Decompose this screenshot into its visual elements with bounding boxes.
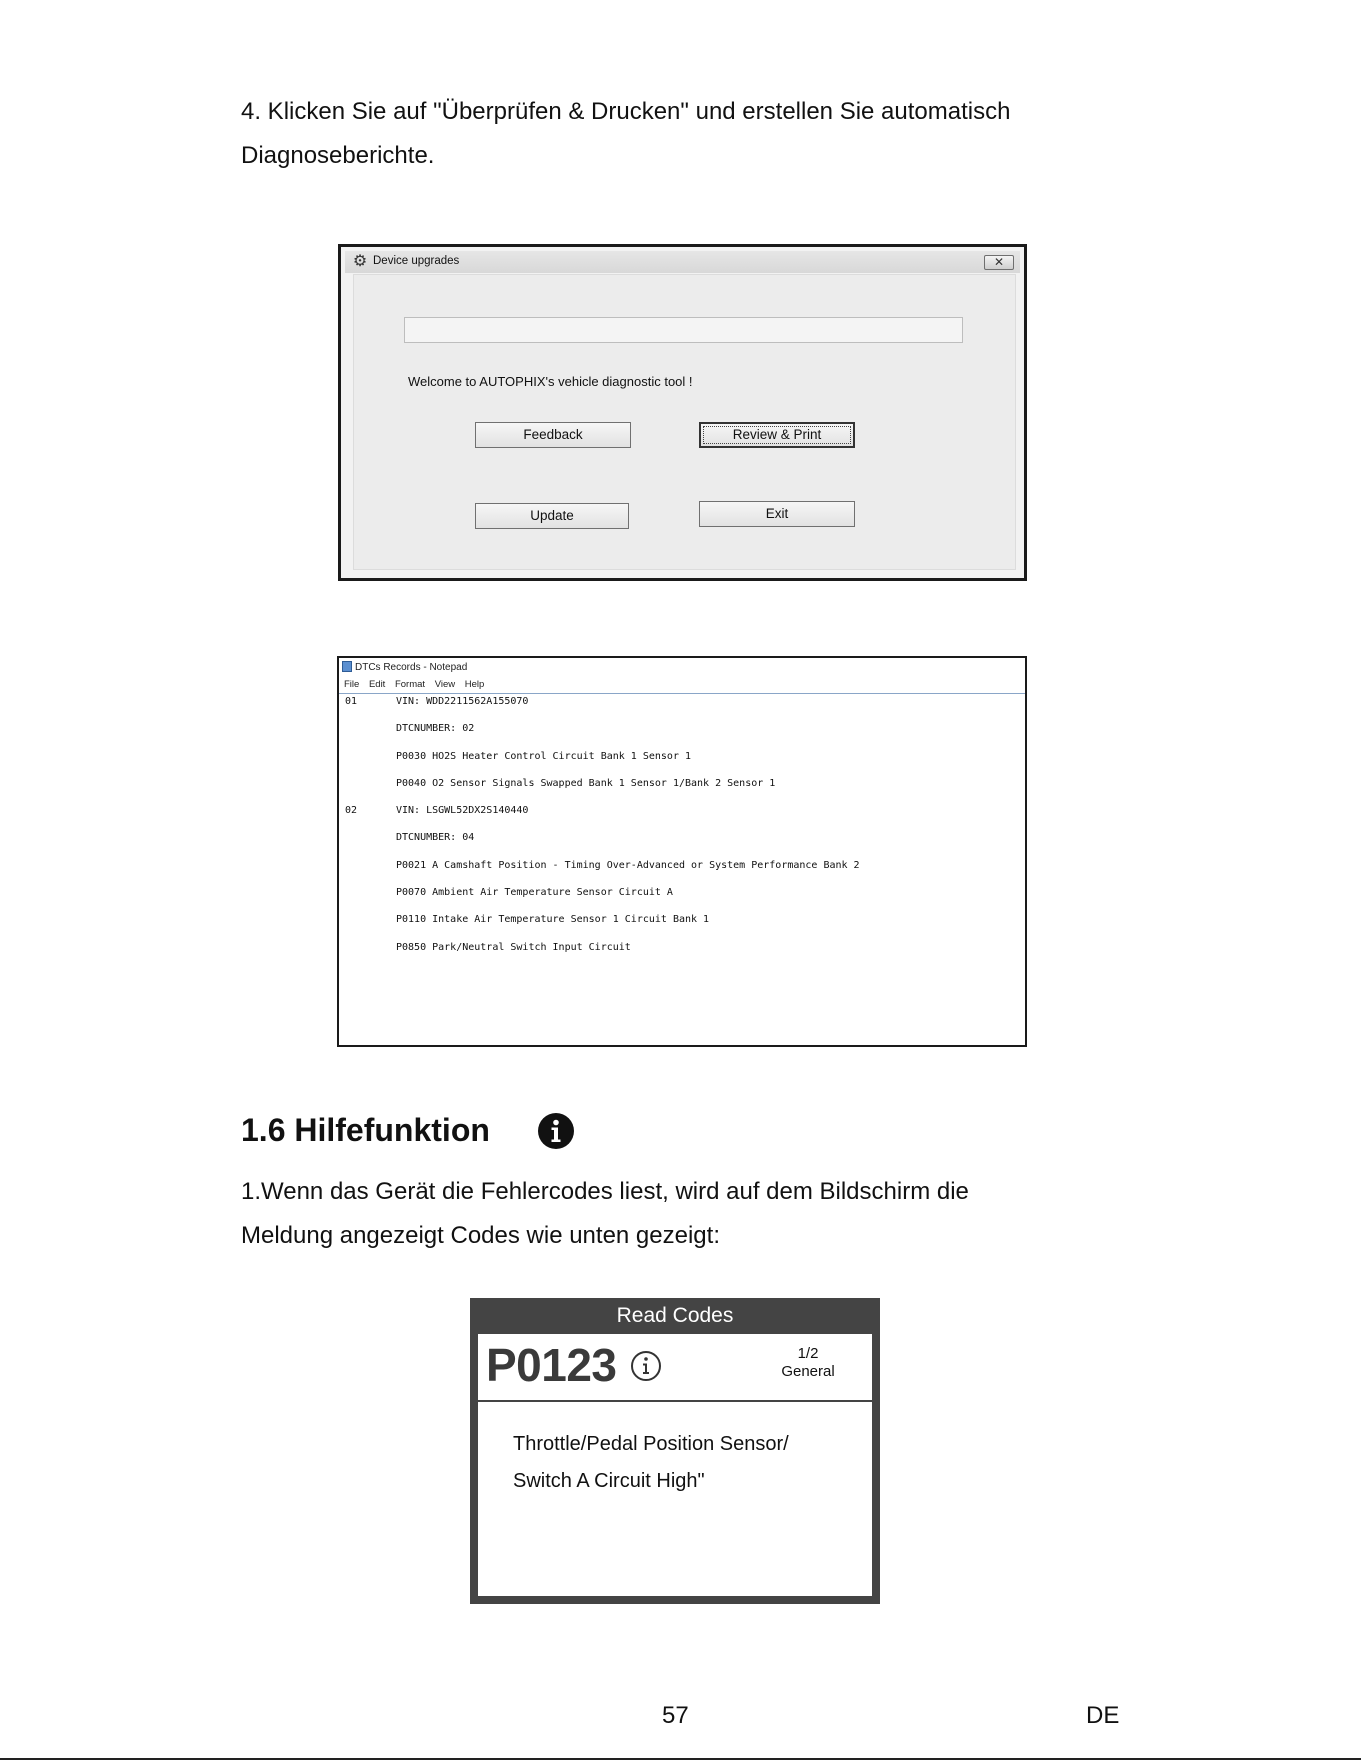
record-line xyxy=(345,696,1021,723)
device-upgrades-dialog xyxy=(338,244,1027,581)
notepad-icon xyxy=(342,661,352,672)
section-heading: 1.6 Hilfefunktion xyxy=(241,1112,490,1148)
menu-edit[interactable]: Edit xyxy=(368,679,386,690)
record-text: P0030 HO2S Heater Control Circuit Bank 1 Sensor 1 xyxy=(396,750,692,762)
update-button[interactable]: Update xyxy=(475,503,629,529)
record-line xyxy=(345,860,1021,887)
record-line xyxy=(345,751,1021,778)
help-line-1: 1.Wenn das Gerät die Fehlercodes liest, wird auf dem Bildschirm die xyxy=(241,1178,969,1205)
read-codes-panel xyxy=(478,1334,872,1596)
record-line xyxy=(345,805,1021,832)
read-codes-title: Read Codes xyxy=(616,1304,734,1327)
panel-divider xyxy=(478,1400,872,1402)
dialog-body xyxy=(353,274,1016,570)
record-line xyxy=(345,942,1021,969)
dialog-titlebar xyxy=(345,251,1020,273)
record-text: P0850 Park/Neutral Switch Input Circuit xyxy=(396,941,631,953)
code-description-line-2: Switch A Circuit High" xyxy=(513,1470,705,1492)
notepad-menubar xyxy=(344,679,491,690)
record-line xyxy=(345,914,1021,941)
progress-bar xyxy=(404,317,963,343)
record-text: P0070 Ambient Air Temperature Sensor Circuit A xyxy=(396,887,673,899)
record-text: VIN: LSGWL52DX2S140440 xyxy=(396,805,529,817)
record-line xyxy=(345,832,1021,859)
code-category: General xyxy=(781,1363,835,1380)
menu-format[interactable]: Format xyxy=(394,679,426,690)
record-number: 02 xyxy=(345,805,358,817)
bottom-rule xyxy=(0,1758,1361,1760)
dialog-title: Device upgrades xyxy=(373,255,460,267)
record-text: DTCNUMBER: 02 xyxy=(396,723,475,735)
review-print-button[interactable] xyxy=(699,422,855,448)
record-text: P0021 A Camshaft Position - Timing Over-Advanced or System Performance Bank 2 xyxy=(396,859,860,871)
record-line xyxy=(345,887,1021,914)
help-instruction xyxy=(241,1170,1141,1258)
help-line-2: Meldung angezeigt Codes wie unten gezeigt: xyxy=(241,1222,720,1249)
menu-view[interactable]: View xyxy=(434,679,456,690)
record-line xyxy=(345,778,1021,805)
language-code: DE xyxy=(1086,1702,1120,1729)
record-number: 01 xyxy=(345,696,358,707)
info-icon[interactable] xyxy=(630,1350,662,1382)
gear-icon: ⚙ xyxy=(352,253,368,270)
welcome-message: Welcome to AUTOPHIX's vehicle diagnostic tool ! xyxy=(408,374,693,389)
step-4-line-2: Diagnoseberichte. xyxy=(241,142,435,169)
read-codes-screen xyxy=(470,1298,880,1604)
record-text: DTCNUMBER: 04 xyxy=(396,832,475,844)
record-text: VIN: WDD2211562A155070 xyxy=(396,696,529,707)
notepad-titlebar xyxy=(342,661,467,675)
exit-button[interactable]: Exit xyxy=(699,501,855,527)
notepad-window xyxy=(337,656,1027,1047)
menu-file[interactable]: File xyxy=(344,679,360,690)
record-text: P0040 O2 Sensor Signals Swapped Bank 1 Sensor 1/Bank 2 Sensor 1 xyxy=(396,777,776,789)
step-4-line-1: 4. Klicken Sie auf "Überprüfen & Drucken" und erstellen Sie automatisch xyxy=(241,98,1011,125)
step-4-instruction xyxy=(241,90,1141,178)
notepad-text-area[interactable] xyxy=(345,696,1021,969)
menu-help[interactable]: Help xyxy=(464,679,485,690)
dtc-code: P0123 xyxy=(486,1339,617,1391)
code-description-line-1: Throttle/Pedal Position Sensor/ xyxy=(513,1433,789,1455)
feedback-button[interactable]: Feedback xyxy=(475,422,631,448)
menubar-divider xyxy=(339,693,1025,694)
page-number: 57 xyxy=(662,1702,689,1729)
review-print-label: Review & Print xyxy=(703,426,851,444)
record-text: P0110 Intake Air Temperature Sensor 1 Circuit Bank 1 xyxy=(396,914,710,926)
page-indicator: 1/2 xyxy=(797,1345,819,1362)
info-icon xyxy=(538,1113,574,1149)
record-line xyxy=(345,723,1021,750)
notepad-title: DTCs Records - Notepad xyxy=(355,662,468,673)
close-button[interactable]: ✕ xyxy=(984,255,1014,270)
